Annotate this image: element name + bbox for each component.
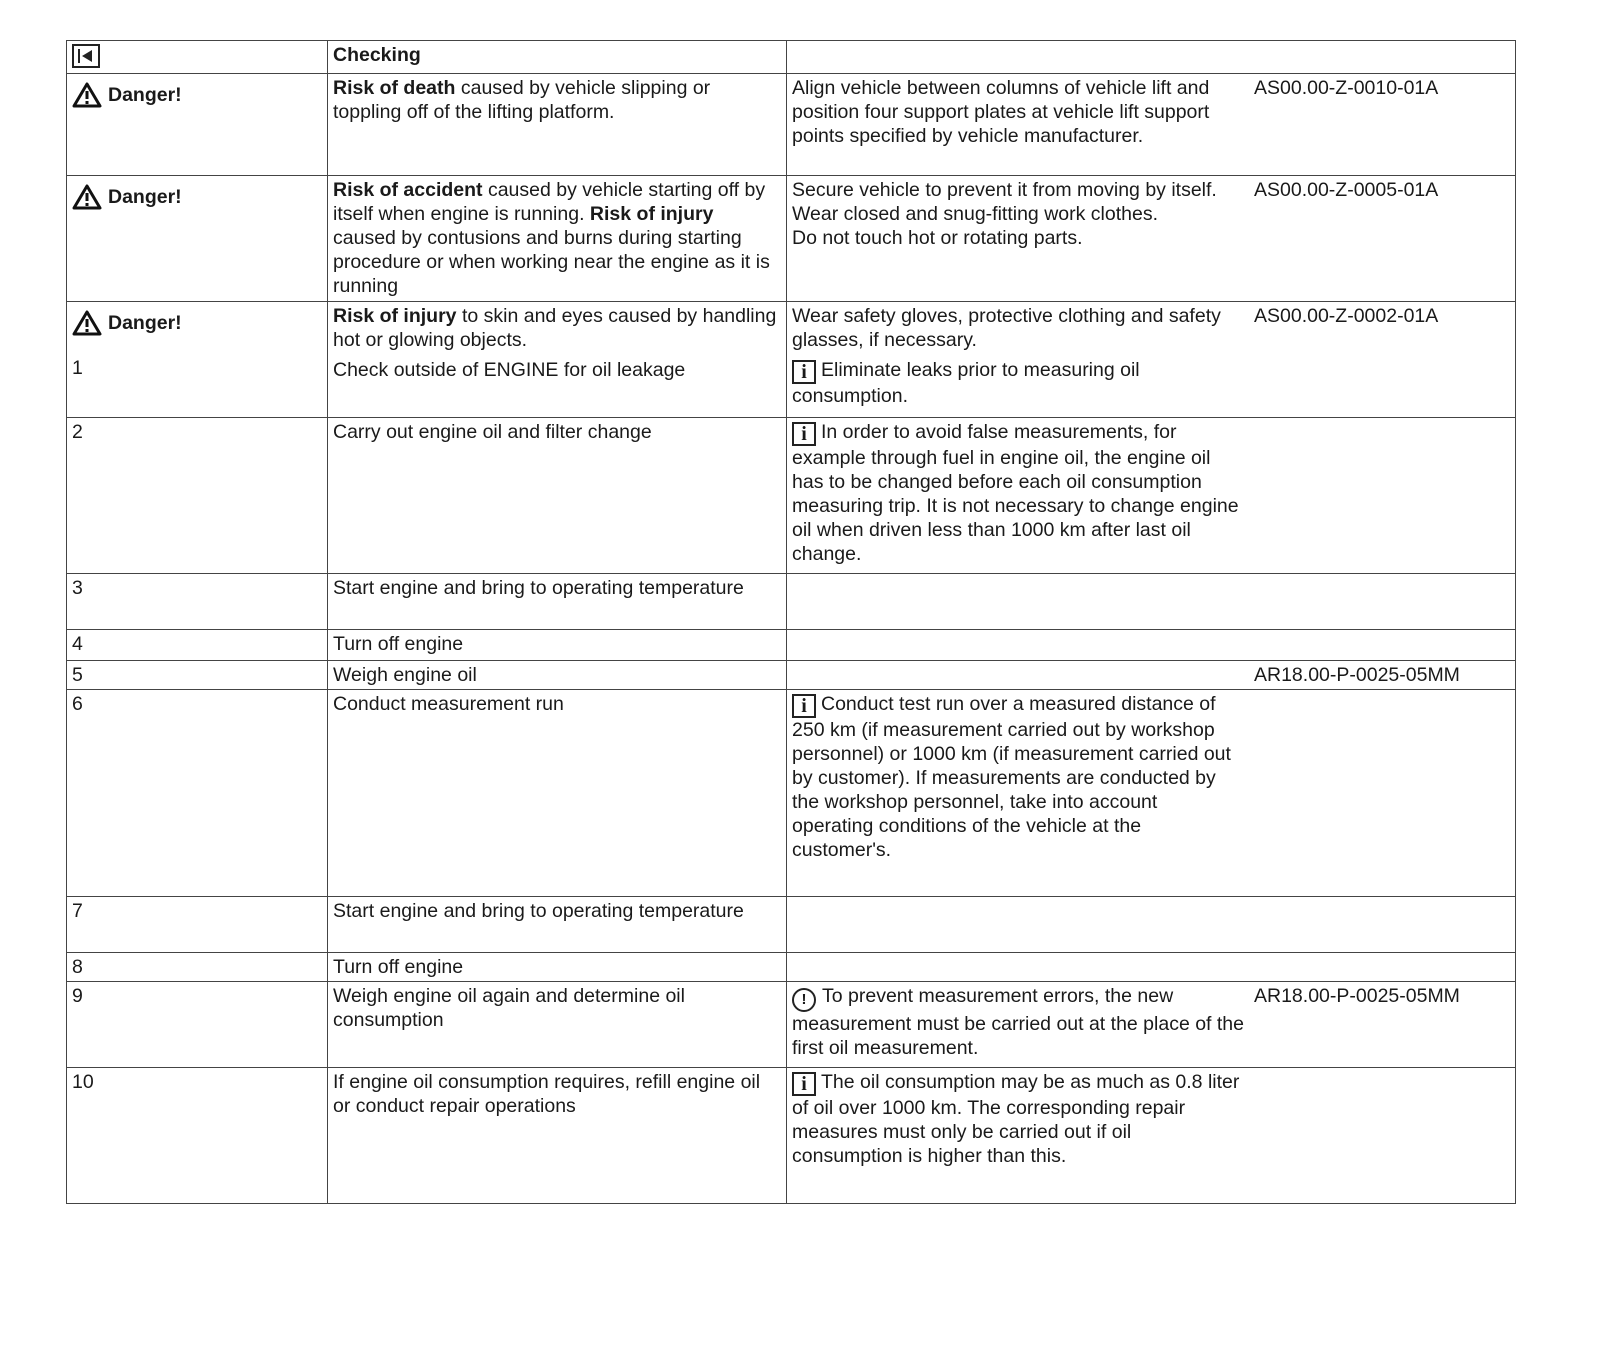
step-row <box>67 630 1516 661</box>
step-row <box>67 574 1516 630</box>
risk-text: caused by vehicle slipping or toppling off of the lifting platform. <box>333 77 711 123</box>
table-header-row <box>67 41 1516 74</box>
header-title-cell <box>328 41 787 74</box>
warning-triangle-icon <box>72 310 102 336</box>
step-number: 9 <box>67 982 328 1068</box>
step-text: Start engine and bring to operating temperature <box>328 897 787 953</box>
risk-title: Risk of death <box>333 77 456 99</box>
step-number: 10 <box>67 1068 328 1204</box>
step-text: Conduct measurement run <box>328 690 787 897</box>
step-row <box>67 897 1516 953</box>
caution-icon: ! <box>792 988 816 1012</box>
step-row <box>67 953 1516 982</box>
instruction-text: Do not touch hot or rotating parts. <box>792 227 1083 249</box>
reference-link[interactable]: AS00.00-Z-0005-01A <box>1254 179 1439 201</box>
step-row <box>67 690 1516 897</box>
step-text: Turn off engine <box>328 630 787 661</box>
warning-triangle-icon <box>72 82 102 108</box>
reference-link[interactable] <box>1244 1068 1515 1170</box>
note-text-wrap <box>792 358 1244 408</box>
risk-text: caused by vehicle starting off by itself when engine is running. <box>333 179 766 225</box>
danger-row <box>67 74 1516 176</box>
instruction-text: Align vehicle between columns of vehicle lift and position four support plates at vehicle lift support points specified by vehicle manufacturer. <box>792 77 1210 147</box>
info-icon: i <box>792 422 816 446</box>
risk-title: Risk of injury <box>333 305 457 327</box>
note-text: Eliminate leaks prior to measuring oil consumption. <box>792 359 1140 407</box>
note-text: Conduct test run over a measured distance of 250 km (if measurement carried out by workshop personnel) or 1000 km (if measurement carried out by customer). If measurements are conducted by the workshop personnel, take into account operating conditions of the vehicle at the customer's. <box>792 693 1231 861</box>
step-text: Weigh engine oil again and determine oil consumption <box>328 982 787 1068</box>
step-number: 8 <box>67 953 328 982</box>
danger-label: Danger! <box>72 76 182 108</box>
step-number: 2 <box>67 418 328 574</box>
step-text: If engine oil consumption requires, refill engine oil or conduct repair operations <box>328 1068 787 1204</box>
danger-label: Danger! <box>72 304 182 336</box>
step-row <box>67 418 1516 574</box>
note-text: The oil consumption may be as much as 0.8 liter of oil over 1000 km. The corresponding repair measures must only be carried out if oil consumption is higher than this. <box>792 1071 1240 1167</box>
instruction-text: Secure vehicle to prevent it from moving by itself. <box>792 179 1217 201</box>
back-cell[interactable] <box>67 41 328 74</box>
step-row <box>67 661 1516 690</box>
step-number: 5 <box>67 661 328 690</box>
step-number: 4 <box>67 630 328 661</box>
page-title: Checking <box>333 44 421 66</box>
risk-title: Risk of injury <box>589 203 714 225</box>
instruction-text: Wear closed and snug-fitting work clothes. <box>792 203 1158 225</box>
step-number: 1 <box>72 357 83 379</box>
info-icon: i <box>792 360 816 384</box>
step-row <box>67 982 1516 1068</box>
reference-link[interactable]: AS00.00-Z-0010-01A <box>1254 77 1439 99</box>
info-icon: i <box>792 1072 816 1096</box>
back-arrow-icon[interactable] <box>72 44 100 68</box>
header-empty-cell <box>787 41 1516 74</box>
danger-row <box>67 302 1516 418</box>
reference-link[interactable] <box>1244 418 1515 568</box>
reference-link[interactable]: AR18.00-P-0025-05MM <box>1254 985 1460 1007</box>
step-number: 6 <box>67 690 328 897</box>
note-text: In order to avoid false measurements, for example through fuel in engine oil, the engine oil has to be changed before each oil consumption measuring trip. It is not necessary to change engine oil when driven less than 1000 km after last oil change. <box>792 421 1239 565</box>
step-number: 3 <box>67 574 328 630</box>
danger-row <box>67 176 1516 302</box>
step-number: 7 <box>67 897 328 953</box>
instruction-text: Wear safety gloves, protective clothing and safety glasses, if necessary. <box>792 305 1221 351</box>
note-text: To prevent measurement errors, the new measurement must be carried out at the place of the first oil measurement. <box>792 985 1244 1059</box>
reference-link[interactable]: AS00.00-Z-0002-01A <box>1254 305 1439 327</box>
info-icon: i <box>792 694 816 718</box>
danger-label: Danger! <box>72 178 182 210</box>
reference-link[interactable] <box>1244 690 1515 864</box>
risk-text: caused by contusions and burns during starting procedure or when working near the engine as it is running <box>333 227 770 297</box>
step-text: Weigh engine oil <box>328 661 787 690</box>
warning-triangle-icon <box>72 184 102 210</box>
step-row <box>67 1068 1516 1204</box>
step-text: Check outside of ENGINE for oil leakage <box>333 359 686 381</box>
step-text: Carry out engine oil and filter change <box>328 418 787 574</box>
step-text: Turn off engine <box>328 953 787 982</box>
step-text: Start engine and bring to operating temperature <box>328 574 787 630</box>
risk-text: to skin and eyes caused by handling hot or glowing objects. <box>333 305 777 351</box>
reference-link[interactable]: AR18.00-P-0025-05MM <box>1254 664 1460 686</box>
risk-title: Risk of accident <box>333 179 483 201</box>
procedure-table <box>66 40 1516 1204</box>
